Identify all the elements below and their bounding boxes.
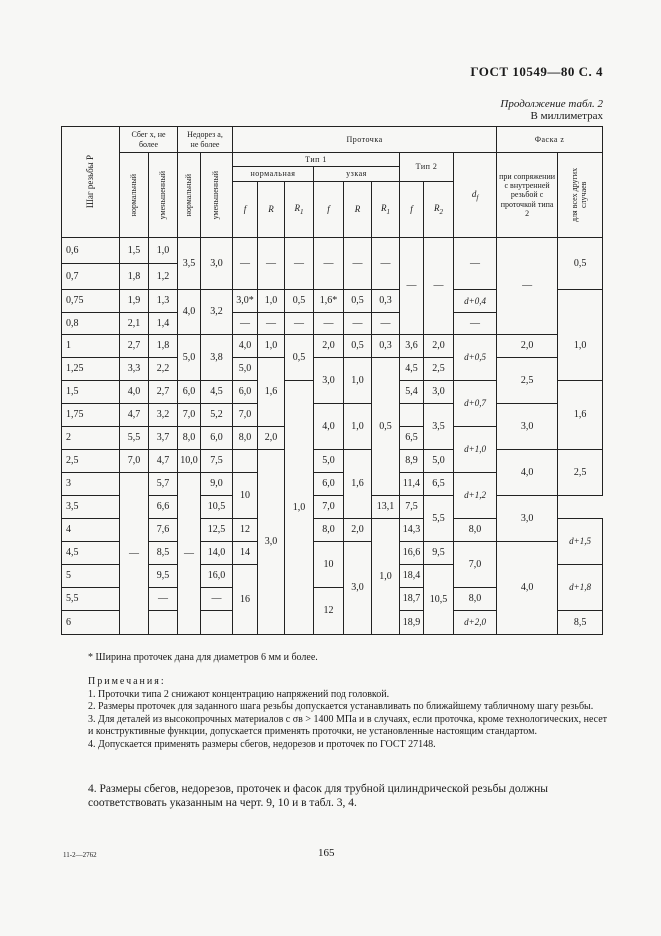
cell-runout-normal: 5,5 xyxy=(120,427,149,450)
cell-type1-narrow-R: 0,5 xyxy=(344,290,372,313)
cell-type1-narrow-f: 2,0 xyxy=(314,335,344,358)
cell-type1-normal-R1: — xyxy=(285,238,314,290)
cell-type1-narrow-R: — xyxy=(344,313,372,335)
cell-runout-reduced: 1,8 xyxy=(149,335,178,358)
cell-undercut-normal: 3,5 xyxy=(178,238,201,290)
cell-runout-reduced: 8,5 xyxy=(149,542,178,565)
header-f-normal: f xyxy=(233,182,258,238)
cell-chamfer-type2: 3,0 xyxy=(497,404,558,450)
cell-runout-normal: 1,8 xyxy=(120,264,149,290)
cell-type1-normal-R: 1,6 xyxy=(258,358,285,427)
cell-runout-reduced: 3,2 xyxy=(149,404,178,427)
cell-runout-reduced: 1,3 xyxy=(149,290,178,313)
cell-step: 6 xyxy=(62,611,120,635)
cell-type1-normal-f: 16 xyxy=(233,565,258,635)
cell-undercut-normal: 8,0 xyxy=(178,427,201,450)
cell-runout-normal: 2,1 xyxy=(120,313,149,335)
units-label: В миллиметрах xyxy=(530,110,603,122)
cell-step: 2 xyxy=(62,427,120,450)
cell-undercut-reduced: 12,5 xyxy=(201,519,233,542)
cell-type1-narrow-R1: — xyxy=(372,313,400,335)
cell-df: — xyxy=(454,313,497,335)
cell-undercut-reduced: 5,2 xyxy=(201,404,233,427)
cell-type2-f xyxy=(400,404,424,427)
cell-step: 0,6 xyxy=(62,238,120,264)
cell-type1-narrow-R1: 0,3 xyxy=(372,290,400,313)
cell-undercut-reduced: 9,0 xyxy=(201,473,233,496)
cell-type1-narrow-R: 2,0 xyxy=(344,519,372,542)
cell-type1-narrow-f: 1,6* xyxy=(314,290,344,313)
cell-type1-normal-R: 3,0 xyxy=(258,450,285,635)
cell-runout-reduced: 1,4 xyxy=(149,313,178,335)
cell-df: d+0,5 xyxy=(454,335,497,381)
header-step: Шаг резьбы P xyxy=(62,127,120,238)
cell-runout-reduced: 1,2 xyxy=(149,264,178,290)
cell-step: 3,5 xyxy=(62,496,120,519)
header-chamfer: Фаска z xyxy=(497,127,603,153)
cell-type1-narrow-f: 7,0 xyxy=(314,496,344,519)
cell-chamfer-type2: 2,0 xyxy=(497,335,558,358)
cell-type1-normal-R1: 0,5 xyxy=(285,335,314,381)
cell-type1-narrow-f: — xyxy=(314,238,344,290)
cell-type1-narrow-f: — xyxy=(314,313,344,335)
cell-type1-normal-f: — xyxy=(233,238,258,290)
cell-type2-R2: 6,5 xyxy=(424,473,454,496)
cell-undercut-reduced: 4,5 xyxy=(201,381,233,404)
header-runout: Сбег x, не более xyxy=(120,127,178,153)
header-R1-narrow: $R_1$ xyxy=(372,182,400,238)
cell-type2-R2: 9,5 xyxy=(424,542,454,565)
cell-type2-R2: 2,0 xyxy=(424,335,454,358)
cell-chamfer-type2: 7,0 xyxy=(454,542,497,588)
note-1: 1. Проточки типа 2 снижают концентрацию напряжений под головкой. xyxy=(88,688,390,700)
cell-type1-narrow-R: 1,0 xyxy=(344,404,372,450)
cell-chamfer-other: 1,0 xyxy=(558,335,603,358)
cell-type1-narrow-R: 1,6 xyxy=(344,450,372,519)
cell-undercut-reduced xyxy=(201,611,233,635)
header-f-type2: f xyxy=(400,182,424,238)
cell-type2-R2: — xyxy=(424,238,454,335)
cell-chamfer-other: 2,5 xyxy=(558,450,603,496)
cell-runout-reduced: 2,2 xyxy=(149,358,178,381)
cell-step: 4 xyxy=(62,519,120,542)
cell-runout-normal: 3,3 xyxy=(120,358,149,381)
cell-type1-normal-R: — xyxy=(258,313,285,335)
cell-chamfer-type2: 8,0 xyxy=(454,588,497,611)
header-R2-type2: $R_2$ xyxy=(424,182,454,238)
cell-chamfer-type2: 2,5 xyxy=(497,358,558,404)
cell-step: 1,75 xyxy=(62,404,120,427)
cell-type1-narrow-R: 0,5 xyxy=(344,335,372,358)
cell-df: — xyxy=(454,238,497,290)
cell-type1-normal-f: 8,0 xyxy=(233,427,258,450)
cell-step: 2,5 xyxy=(62,450,120,473)
cell-type1-normal-R: 1,0 xyxy=(258,335,285,358)
cell-step: 0,8 xyxy=(62,313,120,335)
notes-title: Примечания: xyxy=(88,676,166,687)
cell-undercut-normal: 5,0 xyxy=(178,335,201,381)
cell-type1-normal-R: 2,0 xyxy=(258,427,285,450)
cell-type2-f: 8,9 xyxy=(400,450,424,473)
cell-df: d+1,0 xyxy=(454,427,497,473)
cell-runout-reduced: 5,7 xyxy=(149,473,178,496)
cell-type2-f: 5,4 xyxy=(400,381,424,404)
cell-undercut-normal: 10,0 xyxy=(178,450,201,473)
cell-type2-f: 3,6 xyxy=(400,335,424,358)
cell-undercut-normal: 7,0 xyxy=(178,404,201,427)
cell-runout-normal: 7,0 xyxy=(120,450,149,473)
cell-undercut-normal: — xyxy=(178,473,201,635)
cell-type1-normal-f: 6,0 xyxy=(233,381,258,404)
header-undercut-reduced: уменьшенный xyxy=(201,153,233,238)
note-4: 4. Допускается применять размеры сбегов, недорезов и проточек по ГОСТ 27148. xyxy=(88,738,436,750)
cell-chamfer-type2: 5,5 xyxy=(424,496,454,542)
cell-step: 1,5 xyxy=(62,381,120,404)
cell-chamfer-other: 1,6 xyxy=(558,381,603,450)
cell-type1-normal-f: — xyxy=(233,313,258,335)
cell-df: d+0,7 xyxy=(454,381,497,427)
header-chamfer-type2: при сопряжении с внутренней резьбой с проточкой типа 2 xyxy=(497,153,558,238)
cell-chamfer-other: 3,0 xyxy=(497,496,558,542)
cell-type1-narrow-f: 3,0 xyxy=(314,358,344,404)
cell-undercut-reduced: 16,0 xyxy=(201,565,233,588)
thread-runout-table xyxy=(61,126,603,635)
cell-type1-normal-f: 14 xyxy=(233,542,258,565)
cell-chamfer-type2: 4,0 xyxy=(497,450,558,496)
header-type1: Тип 1 xyxy=(233,153,400,167)
cell-undercut-reduced: — xyxy=(201,588,233,611)
cell-df: d+2,0 xyxy=(454,611,497,635)
cell-runout-reduced: 9,5 xyxy=(149,565,178,588)
cell-type1-normal-f: 3,0* xyxy=(233,290,258,313)
cell-runout-normal: 1,5 xyxy=(120,238,149,264)
cell-type2-R2: 3,0 xyxy=(424,381,454,404)
cell-type2-f: 18,4 xyxy=(400,565,424,588)
header-undercut-normal: нормальный xyxy=(178,153,201,238)
cell-step: 1 xyxy=(62,335,120,358)
cell-type1-normal-R1: 0,5 xyxy=(285,290,314,313)
page-number: 165 xyxy=(318,847,335,859)
section-paragraph: 4. Размеры сбегов, недорезов, проточек и фасок для трубной цилиндрической резьбы должны соответствовать указанным на черт. 9, 10 и в табл. 3, 4. xyxy=(88,783,549,809)
cell-type1-normal-f: 7,0 xyxy=(233,404,258,427)
cell-runout-reduced xyxy=(149,611,178,635)
cell-type1-narrow-f: 8,0 xyxy=(314,519,344,542)
cell-type1-normal-f: 4,0 xyxy=(233,335,258,358)
cell-runout-reduced: 6,6 xyxy=(149,496,178,519)
cell-runout-reduced: 4,7 xyxy=(149,450,178,473)
cell-type2-f: 11,4 xyxy=(400,473,424,496)
cell-type1-narrow-f: 4,0 xyxy=(314,404,344,450)
cell-df: d+1,5 xyxy=(558,519,603,565)
cell-type2-f: 6,5 xyxy=(400,427,424,450)
cell-type1-normal-R: — xyxy=(258,238,285,290)
cell-type1-narrow-R: 3,0 xyxy=(344,542,372,635)
cell-step: 0,7 xyxy=(62,264,120,290)
cell-type2-R2: 5,0 xyxy=(424,450,454,473)
cell-df: d+1,8 xyxy=(558,565,603,611)
note-3: 3. Для деталей из высокопрочных материалов с σв > 1400 МПа и в случаях, если проточка, кроме технологических, несет и конструктивные функции, допускается применять проточки, не установленные настоящим стандартом. xyxy=(88,713,607,737)
cell-type2-f: 4,5 xyxy=(400,358,424,381)
cell-undercut-reduced: 6,0 xyxy=(201,427,233,450)
cell-type1-narrow-f: 10 xyxy=(314,542,344,588)
cell-type1-narrow-f: 6,0 xyxy=(314,473,344,496)
cell-runout-normal: 4,7 xyxy=(120,404,149,427)
header-runout-normal: нормальный xyxy=(120,153,149,238)
header-normal: нормальная xyxy=(233,167,314,182)
cell-step: 0,75 xyxy=(62,290,120,313)
header-runout-reduced: уменьшенный xyxy=(149,153,178,238)
footnote: * Ширина проточек дана для диаметров 6 мм и более. xyxy=(88,652,318,663)
cell-type1-narrow-R1: 0,5 xyxy=(372,358,400,496)
header-R-narrow: R xyxy=(344,182,372,238)
cell-type2-f: 18,9 xyxy=(400,611,424,635)
standard-header: ГОСТ 10549—80 С. 4 xyxy=(470,64,603,79)
cell-chamfer-other: 4,0 xyxy=(497,542,558,635)
cell-step: 1,25 xyxy=(62,358,120,381)
cell-undercut-reduced: 3,2 xyxy=(201,290,233,335)
cell-runout-reduced: 7,6 xyxy=(149,519,178,542)
cell-undercut-reduced: 3,8 xyxy=(201,335,233,381)
cell-chamfer-type2: 8,5 xyxy=(558,611,603,635)
cell-runout-reduced: 2,7 xyxy=(149,381,178,404)
cell-type1-normal-f: 10 xyxy=(233,473,258,519)
header-groove: Проточка xyxy=(233,127,497,153)
cell-chamfer-other xyxy=(558,358,603,381)
cell-type2-f: 16,6 xyxy=(400,542,424,565)
cell-undercut-reduced: 10,5 xyxy=(201,496,233,519)
cell-type1-narrow-R: 1,0 xyxy=(344,358,372,404)
cell-step: 5 xyxy=(62,565,120,588)
header-narrow: узкая xyxy=(314,167,400,182)
header-undercut: Недорез a, не более xyxy=(178,127,233,153)
cell-type1-normal-f: 5,0 xyxy=(233,358,258,381)
cell-type1-narrow-f: 12 xyxy=(314,588,344,635)
cell-undercut-normal: 4,0 xyxy=(178,290,201,335)
header-f-narrow: f xyxy=(314,182,344,238)
cell-undercut-normal: 6,0 xyxy=(178,381,201,404)
table-continuation-label: Продолжение табл. 2 xyxy=(500,98,603,110)
cell-undercut-reduced: 7,5 xyxy=(201,450,233,473)
notes-block xyxy=(88,676,608,751)
cell-step: 5,5 xyxy=(62,588,120,611)
cell-type1-narrow-R1: 0,3 xyxy=(372,335,400,358)
cell-df: d+0,4 xyxy=(454,290,497,313)
cell-step: 3 xyxy=(62,473,120,496)
cell-type2-R2: 10,5 xyxy=(424,565,454,635)
cell-type1-normal-R1: — xyxy=(285,313,314,335)
cell-type2-R2: 3,5 xyxy=(424,404,454,450)
cell-type2-f: — xyxy=(400,238,424,335)
cell-runout-normal: — xyxy=(120,473,149,635)
note-2: 2. Размеры проточек для заданного шага резьбы допускается устанавливать по ближайшему табличному шагу резьбы. xyxy=(88,701,594,712)
cell-runout-reduced: 1,0 xyxy=(149,238,178,264)
cell-step: 4,5 xyxy=(62,542,120,565)
cell-type2-R2: 7,5 xyxy=(400,496,424,519)
cell-type2-R2: 8,0 xyxy=(454,519,497,542)
header-df: $d_f$ xyxy=(454,153,497,238)
print-code: 11-2—2762 xyxy=(63,851,97,859)
cell-type2-f: 13,1 xyxy=(372,496,400,519)
cell-type2-f: 14,3 xyxy=(400,519,424,542)
cell-undercut-reduced: 3,0 xyxy=(201,238,233,290)
cell-type1-normal-f xyxy=(233,450,258,473)
cell-type1-narrow-R1: — xyxy=(372,238,400,290)
cell-type1-narrow-f: 5,0 xyxy=(314,450,344,473)
cell-type1-narrow-R: — xyxy=(344,238,372,290)
cell-type2-R2: 2,5 xyxy=(424,358,454,381)
cell-type1-normal-R: 1,0 xyxy=(258,290,285,313)
cell-type2-f: 18,7 xyxy=(400,588,424,611)
cell-chamfer-other: 0,5 xyxy=(558,238,603,290)
cell-type1-narrow-R1: 1,0 xyxy=(372,519,400,635)
cell-chamfer-type2: — xyxy=(497,238,558,335)
header-chamfer-other: для всех других случаев xyxy=(558,153,603,238)
cell-runout-normal: 1,9 xyxy=(120,290,149,313)
cell-type1-normal-f: 12 xyxy=(233,519,258,542)
cell-chamfer-other xyxy=(558,290,603,335)
cell-runout-reduced: 3,7 xyxy=(149,427,178,450)
header-R-normal: R xyxy=(258,182,285,238)
cell-undercut-reduced: 14,0 xyxy=(201,542,233,565)
cell-runout-reduced: — xyxy=(149,588,178,611)
cell-runout-normal: 4,0 xyxy=(120,381,149,404)
cell-type1-normal-R1: 1,0 xyxy=(285,381,314,635)
header-R1-normal: $R_1$ xyxy=(285,182,314,238)
cell-df: d+1,2 xyxy=(454,473,497,519)
header-type2: Тип 2 xyxy=(400,153,454,182)
cell-runout-normal: 2,7 xyxy=(120,335,149,358)
